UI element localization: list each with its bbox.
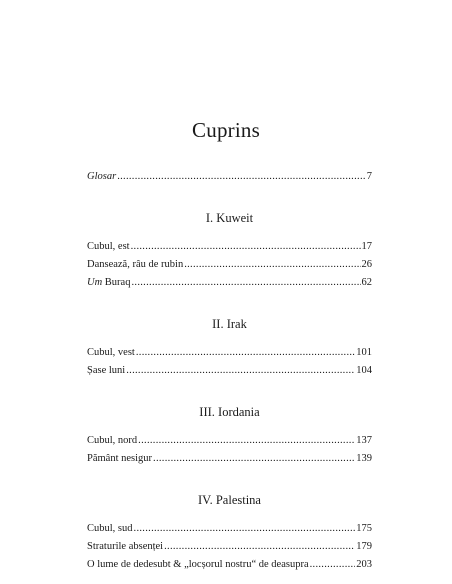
section-heading-palestina: IV. Palestina [198, 493, 261, 507]
section-heading-kuweit: I. Kuweit [205, 211, 254, 225]
toc-entry-page: 179 [356, 541, 372, 552]
dot-leader [153, 450, 355, 468]
toc-entry[interactable] [87, 274, 372, 292]
dot-leader [164, 538, 355, 556]
toc-entry-title [87, 238, 130, 256]
dot-leader [136, 344, 355, 362]
dot-leader [126, 362, 355, 380]
section-heading-irak: II. Irak [212, 317, 247, 331]
toc-entry-title-text: Buraq [102, 277, 131, 288]
toc-entry-title-text: Cubul, sud [87, 523, 133, 534]
toc-entry-title-text: Pământ nesigur [87, 453, 153, 464]
toc-entry-title-text: Dansează, râu de rubin [87, 259, 184, 270]
dot-leader [117, 168, 366, 186]
page-title: Cuprins [192, 118, 260, 142]
toc-entry-title [87, 538, 163, 556]
dot-leader [134, 520, 356, 538]
toc-entry[interactable] [87, 432, 372, 450]
toc-entry-title [87, 432, 137, 450]
section-heading-iordania: III. Iordania [199, 405, 260, 419]
toc-entry-title [87, 256, 183, 274]
toc-entry[interactable] [87, 256, 372, 274]
dot-leader [310, 556, 356, 574]
dot-leader [131, 238, 361, 256]
dot-leader [184, 256, 360, 274]
toc-entry-page: 203 [356, 559, 372, 570]
toc-entry-title-italic: Glosar [87, 171, 117, 182]
toc-entry-title-text: Cubul, est [87, 241, 130, 252]
toc-entry[interactable] [87, 520, 372, 538]
toc-entry-page: 7 [366, 171, 372, 182]
toc-entry-title [87, 450, 152, 468]
dot-leader [138, 432, 355, 450]
toc-entry-title-text: Șase luni [87, 365, 126, 376]
toc-entry-title [87, 362, 125, 380]
toc-entry-title-italic: Um [87, 277, 103, 288]
toc-entry-title [87, 274, 130, 292]
toc-entry-glossary[interactable] [87, 168, 372, 186]
toc-entry-title-text: Cubul, vest [87, 347, 135, 358]
toc-entry-page: 26 [361, 259, 372, 270]
toc-entry[interactable] [87, 538, 372, 556]
toc-entry-title-text: Straturile absenței [87, 541, 164, 552]
toc-entry[interactable] [87, 556, 372, 574]
toc-entry-title-text: O lume de dedesubt & „locșorul nostru“ de deasupra [87, 559, 309, 570]
toc-entry-page: 104 [356, 365, 372, 376]
toc-entry-page: 17 [361, 241, 372, 252]
toc-entry[interactable] [87, 362, 372, 380]
toc-entry-page: 175 [356, 523, 372, 534]
toc-entry-title [87, 344, 135, 362]
toc-entry[interactable] [87, 344, 372, 362]
toc-entry-page: 62 [361, 277, 372, 288]
toc-entry-title [87, 168, 116, 186]
toc-entry-title [87, 520, 133, 538]
toc-entry-page: 137 [356, 435, 372, 446]
dot-leader [131, 274, 360, 292]
toc-entry-title-text: Cubul, nord [87, 435, 138, 446]
toc-entry-title [87, 556, 309, 574]
toc-entry-page: 139 [356, 453, 372, 464]
toc-entry[interactable] [87, 238, 372, 256]
toc-entry-page: 101 [356, 347, 372, 358]
table-of-contents [87, 168, 372, 574]
toc-entry[interactable] [87, 450, 372, 468]
